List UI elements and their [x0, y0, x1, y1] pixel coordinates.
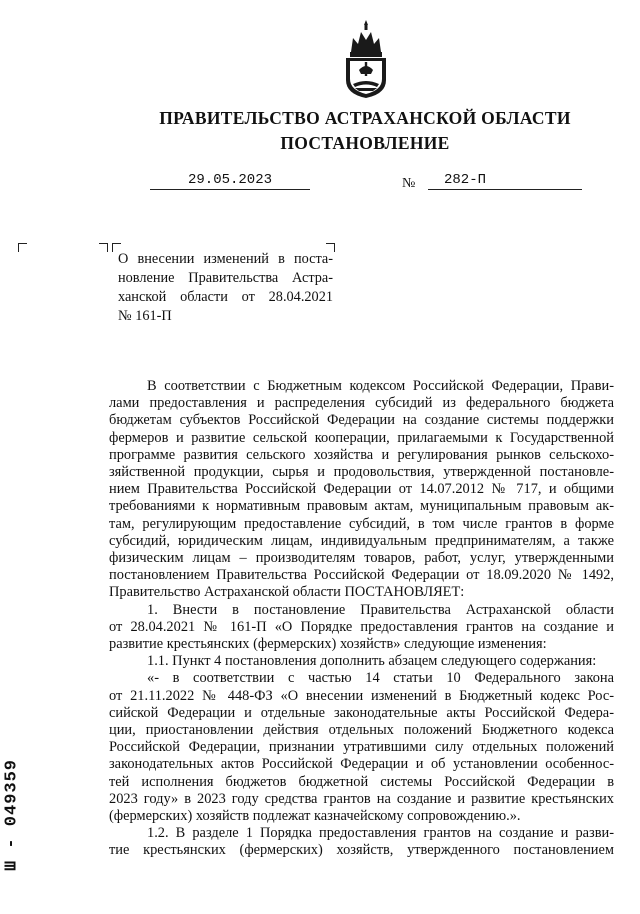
- body-line: Российской Федерации, признании утратившими силу отдельных положений: [109, 739, 614, 756]
- document-body: [109, 378, 614, 860]
- document-type: ПОСТАНОВЛЕНИЕ: [280, 133, 450, 153]
- body-line: субсидий, юридическим лицам, индивидуальным предпринимателям, а также: [109, 532, 614, 549]
- corner-mark: [99, 243, 108, 252]
- body-line: требованиями к нормативным правовым актам, муниципальным правовым ак-: [109, 498, 614, 515]
- body-line: программе развития сельского хозяйства и регулирования рынков сельскохо-: [109, 446, 614, 463]
- body-line: В соответствии с Бюджетным кодексом Российской Федерации, Прави-: [147, 378, 614, 394]
- body-line: 1.2. В разделе 1 Порядка предоставления грантов на создание и разви-: [147, 825, 614, 842]
- body-line: «- в соответствии с частью 14 статьи 10 Федерального закона: [147, 670, 614, 687]
- body-line: тей исполнения бюджетов бюджетной системы Российской Федерации в: [109, 773, 614, 790]
- body-line: физическим лицам – производителям товаров, работ, услуг, утвержденными: [109, 550, 614, 567]
- body-line: ции, приостановлении действия отдельных положений Бюджетного кодекса: [109, 722, 614, 739]
- subject-line: ханской области от 28.04.2021: [118, 289, 333, 305]
- body-line: сийской Федерации и отдельные законодательные акты Российской Федера-: [109, 704, 614, 721]
- body-line: от 28.04.2021 № 161-П «О Порядке предоставления грантов на создание и: [109, 618, 614, 635]
- body-line: там, регулирующим предоставление субсидий, в том числе грантов в форме: [109, 515, 614, 532]
- body-line: развитие крестьянских (фермерских) хозяйств» следующие изменения:: [109, 636, 547, 653]
- body-line: 1. Внести в постановление Правительства Астраханской области: [147, 601, 614, 618]
- government-title: ПРАВИТЕЛЬСТВО АСТРАХАНСКОЙ ОБЛАСТИ: [159, 108, 571, 128]
- document-number: 282-П: [428, 172, 582, 190]
- corner-mark: [18, 243, 27, 252]
- body-line: 2023 году» в 2023 году средства грантов на создание и развитие крестьянских: [109, 790, 614, 807]
- body-line: 1.1. Пункт 4 постановления дополнить абзацем следующего содержания:: [147, 653, 597, 670]
- body-line: от 21.11.2022 № 448-ФЗ «О внесении изменений в Бюджетный кодекс Рос-: [109, 687, 614, 704]
- subject-line: О внесении изменений в поста-: [118, 251, 333, 267]
- body-line: нием Правительства Российской Федерации от 14.07.2012 № 717, и общими: [109, 481, 614, 498]
- body-line: Правительство Астраханской области ПОСТАНОВЛЯЕТ:: [109, 584, 465, 601]
- body-line: (фермерских) хозяйств подлежат казначейскому сопровождению.».: [109, 808, 521, 825]
- serial-stamp: [2, 740, 22, 890]
- serial-number: Ш - 049359: [2, 758, 22, 872]
- body-line: зяйственной продукции, сырья и продовольствия, утвержденной постановле-: [109, 464, 614, 481]
- astrakhan-coat-of-arms-icon: [341, 18, 391, 100]
- body-line: фермеров и развитие сельской кооперации, прилагаемыми к Государственной: [109, 429, 614, 446]
- body-line: бюджетам субъектов Российской Федерации на создание системы поддержки: [109, 412, 614, 429]
- subject-line: новление Правительства Астра-: [118, 270, 333, 286]
- body-line: законодательных актов Российской Федерации и об установлении особеннос-: [109, 756, 614, 773]
- body-line: постановлением Правительства Российской Федерации от 18.09.2020 № 1492,: [109, 567, 614, 584]
- number-label: №: [402, 176, 416, 191]
- body-line: лами предоставления и распределения субсидий из федерального бюджета: [109, 395, 614, 412]
- body-line: тие крестьянских (фермерских) хозяйств, утвержденного постановлением: [109, 842, 614, 859]
- document-subject: [118, 250, 333, 326]
- subject-line: № 161-П: [118, 308, 172, 324]
- document-date: 29.05.2023: [150, 172, 310, 190]
